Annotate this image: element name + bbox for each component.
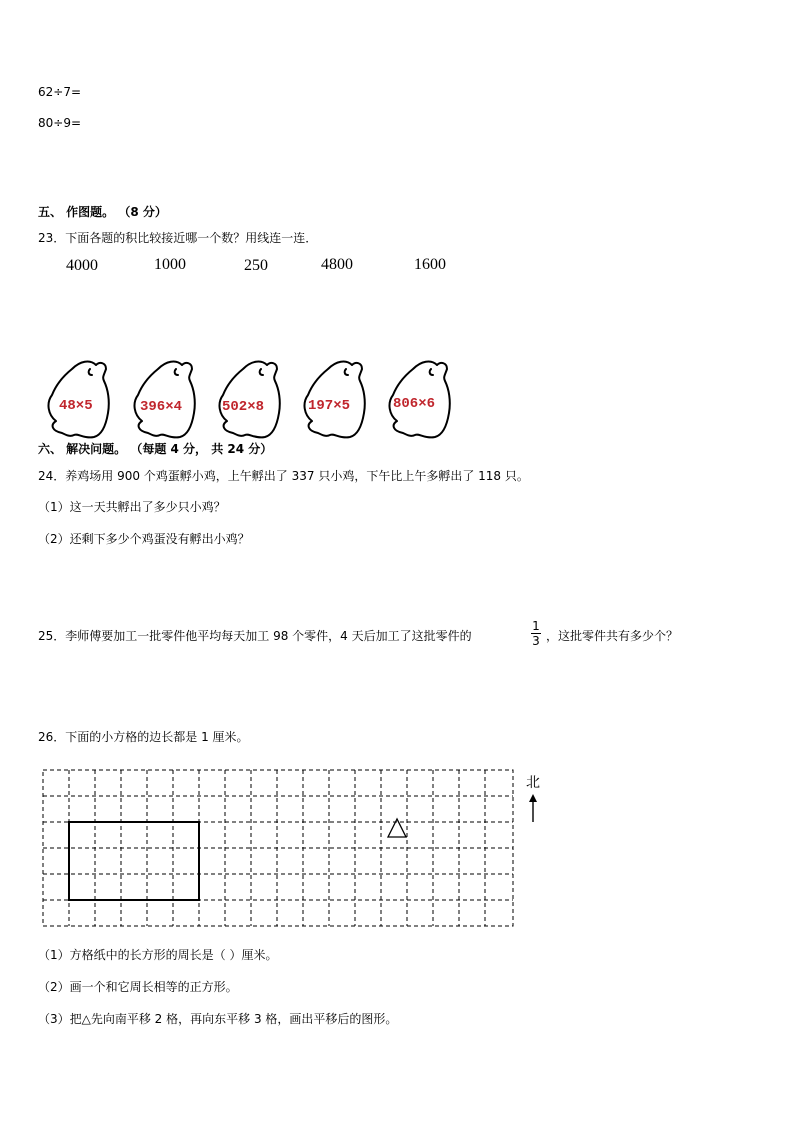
question-24-sub-2: （2）还剩下多少个鸡蛋没有孵出小鸡？: [38, 532, 250, 546]
section-6-heading: 六、 解决问题。 （每题 4 分， 共 24 分）: [38, 442, 273, 456]
question-26-text: 26．下面的小方格的边长都是 1 厘米。: [38, 730, 249, 744]
calc-line-1: 62÷7=: [38, 85, 82, 99]
question-24-sub-1: （1）这一天共孵出了多少只小鸡？: [38, 500, 226, 514]
fraction-numerator: 1: [532, 619, 540, 633]
ghost-bubble: [135, 362, 195, 438]
expression-label: 48×5: [59, 398, 93, 414]
question-26-sub-2: （2）画一个和它周长相等的正方形。: [38, 980, 238, 994]
section-5-heading: 五、 作图题。 （8 分）: [38, 205, 167, 219]
expression-label: 806×6: [393, 396, 436, 412]
question-24-text: 24．养鸡场用 900 个鸡蛋孵小鸡，上午孵出了 337 只小鸡，下午比上午多孵出了 118 只。: [38, 469, 529, 483]
ghost-bubble: [390, 362, 450, 438]
q23-expression-bubbles: [0, 355, 794, 445]
target-number: 250: [244, 257, 268, 274]
expression-label: 396×4: [140, 399, 183, 415]
target-number: 4800: [321, 256, 353, 273]
ghost-bubble: [220, 362, 280, 438]
question-26-sub-1: （1）方格纸中的长方形的周长是（ ）厘米。: [38, 948, 278, 962]
fraction-denominator: 3: [532, 634, 540, 648]
square-grid: [40, 767, 520, 929]
ghost-bubble: [49, 362, 109, 438]
expression-label: 502×8: [222, 399, 265, 415]
target-number: 4000: [66, 257, 98, 274]
question-25-text: 25．李师傅要加工一批零件他平均每天加工 98 个零件，4 天后加工了这批零件的: [38, 629, 472, 643]
north-arrow-icon: [527, 794, 539, 824]
rectangle-shape: [69, 822, 199, 900]
ghost-bubble: [305, 362, 365, 438]
question-26-sub-3: （3）把△先向南平移 2 格，再向东平移 3 格，画出平移后的图形。: [38, 1012, 398, 1026]
question-23-text: 23．下面各题的积比较接近哪一个数？用线连一连．: [38, 231, 318, 245]
target-number: 1600: [414, 256, 446, 273]
target-number: 1000: [154, 256, 186, 273]
question-25-text-end: ，这批零件共有多少个？: [546, 629, 679, 643]
expression-label: 197×5: [308, 398, 351, 414]
north-label: 北: [526, 775, 540, 791]
calc-line-2: 80÷9=: [38, 116, 82, 130]
fraction-one-third: [531, 619, 541, 648]
